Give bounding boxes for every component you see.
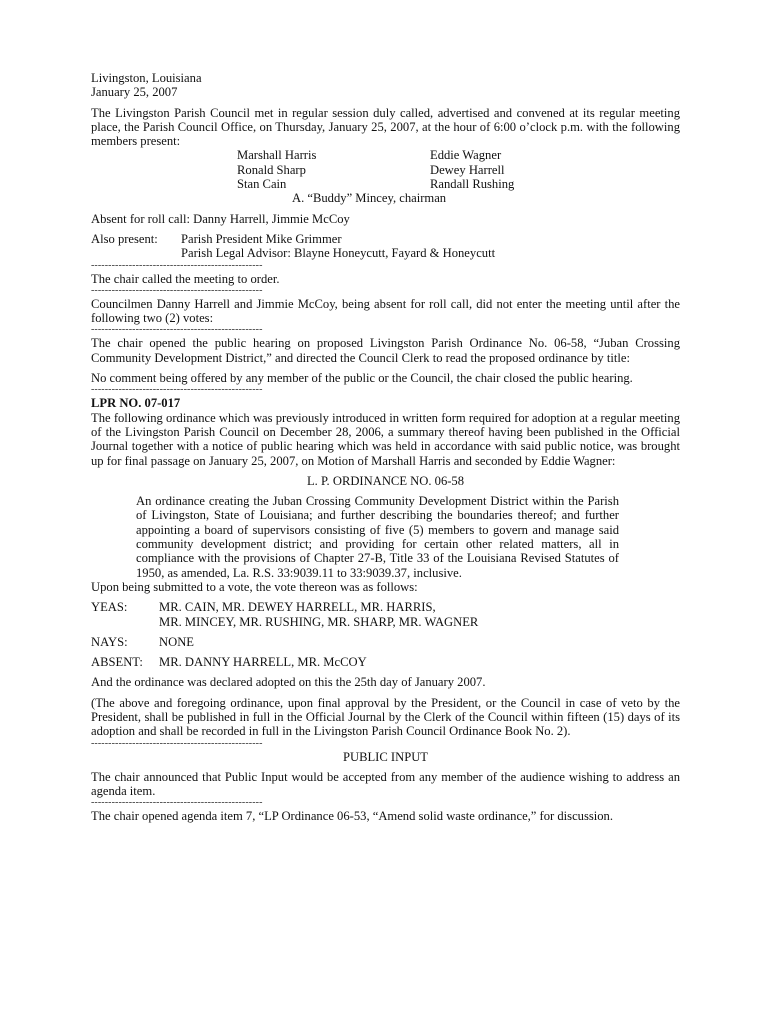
separator: -------------------------------------------------- — [91, 261, 263, 271]
also-present-label: Also present: — [91, 231, 158, 246]
nays-row — [91, 635, 680, 649]
separator: -------------------------------------------------- — [91, 739, 263, 749]
member-name: Ronald Sharp — [237, 162, 306, 177]
also-present-line: Parish Legal Advisor: Blayne Honeycutt, Fayard & Honeycutt — [181, 246, 496, 261]
call-to-order: The chair called the meeting to order. — [91, 271, 280, 286]
lpr-heading: LPR NO. 07-017 — [91, 396, 181, 411]
yeas-names: MR. CAIN, MR. DEWEY HARRELL, MR. HARRIS, — [159, 600, 436, 615]
ordinance-text: An ordinance creating the Juban Crossing Community Development District within the Parish of Livingston, State of Louisiana; and further describing the boundaries thereof; and further appointing a board of supervisors consisting of five (5) members to govern and manage said community development district; and providing for certain other related matters, all in compliance with the provisions of Chapter 27-B, Title 33 of the Louisiana Revised Statutes of 1950, as amended, La. R.S. 33:9039.11 to 33:9039.37, inclusive. — [136, 494, 619, 580]
member-name: Stan Cain — [237, 177, 287, 192]
separator: -------------------------------------------------- — [91, 286, 263, 296]
member-name: Marshall Harris — [237, 148, 317, 163]
absent-label: ABSENT: — [91, 655, 143, 670]
yeas-label: YEAS: — [91, 600, 128, 615]
vote-intro: Upon being submitted to a vote, the vote thereon was as follows: — [91, 579, 418, 594]
separator: -------------------------------------------------- — [91, 326, 263, 336]
late-entry-paragraph: Councilmen Danny Harrell and Jimmie McCoy, being absent for roll call, did not enter the meeting until after the following two (2) votes: — [91, 296, 680, 326]
member-name: Randall Rushing — [430, 177, 515, 192]
also-present-line: Parish President Mike Grimmer — [181, 231, 342, 246]
yeas-row — [91, 600, 680, 629]
public-input-heading: PUBLIC INPUT — [342, 749, 428, 764]
members-row — [237, 177, 537, 191]
absent-row — [91, 655, 680, 669]
member-name: Eddie Wagner — [430, 148, 502, 163]
absent-roll-call: Absent for roll call: Danny Harrell, Jimmie McCoy — [91, 211, 350, 226]
public-hearing-open: The chair opened the public hearing on proposed Livingston Parish Ordinance No. 06-58, “Juban Crossing Community Development District,” and directed the Council Clerk to read the proposed ordinance by title: — [91, 336, 680, 365]
separator: -------------------------------------------------- — [91, 386, 263, 396]
intro-paragraph: The Livingston Parish Council met in regular session duly called, advertised and convened at its regular meeting place, the Parish Council Office, on Thursday, January 25, 2007, at the hour of 6:00 o’clock p.m. with the following members present: — [91, 105, 680, 149]
members-present-list — [237, 148, 537, 191]
chairman-line: A. “Buddy” Mincey, chairman — [292, 191, 447, 206]
date-line: January 25, 2007 — [91, 85, 178, 100]
lpr-paragraph: The following ordinance which was previously introduced in written form required for adoption at a regular meeting of the Livingston Parish Council on December 28, 2006, a summary thereof having been published in the Official Journal together with a notice of public hearing which was held in accordance with said public notice, was brought up for final passage on January 25, 2007, on Motion of Marshall Harris and seconded by Eddie Wagner: — [91, 410, 680, 468]
nays-names: NONE — [159, 634, 194, 649]
location-line: Livingston, Louisiana — [91, 71, 202, 85]
yeas-names: MR. MINCEY, MR. RUSHING, MR. SHARP, MR. WAGNER — [159, 614, 479, 629]
absent-names: MR. DANNY HARRELL, MR. McCOY — [159, 655, 367, 670]
ordinance-title: L. P. ORDINANCE NO. 06-58 — [306, 473, 465, 488]
nays-label: NAYS: — [91, 634, 128, 649]
separator: -------------------------------------------------- — [91, 799, 263, 809]
ordinance-note: (The above and foregoing ordinance, upon final approval by the President, or the Council in case of veto by the President, shall be published in full in the Official Journal by the Clerk of the Council within fifteen (15) days of its adoption and shall be recorded in full in the Livingston Parish Council Ordinance Book No. 2). — [91, 695, 680, 739]
minutes-page — [91, 71, 680, 824]
members-row — [237, 148, 537, 162]
members-row — [237, 163, 537, 177]
also-present — [91, 232, 680, 261]
public-hearing-close: No comment being offered by any member of the public or the Council, the chair closed the public hearing. — [91, 371, 633, 386]
public-input-paragraph: The chair announced that Public Input would be accepted from any member of the audience wishing to address an agenda item. — [91, 769, 680, 799]
agenda-item-paragraph: The chair opened agenda item 7, “LP Ordinance 06-53, “Amend solid waste ordinance,” for discussion. — [91, 809, 614, 824]
adopted-line: And the ordinance was declared adopted on this the 25th day of January 2007. — [91, 675, 486, 690]
member-name: Dewey Harrell — [430, 162, 505, 177]
